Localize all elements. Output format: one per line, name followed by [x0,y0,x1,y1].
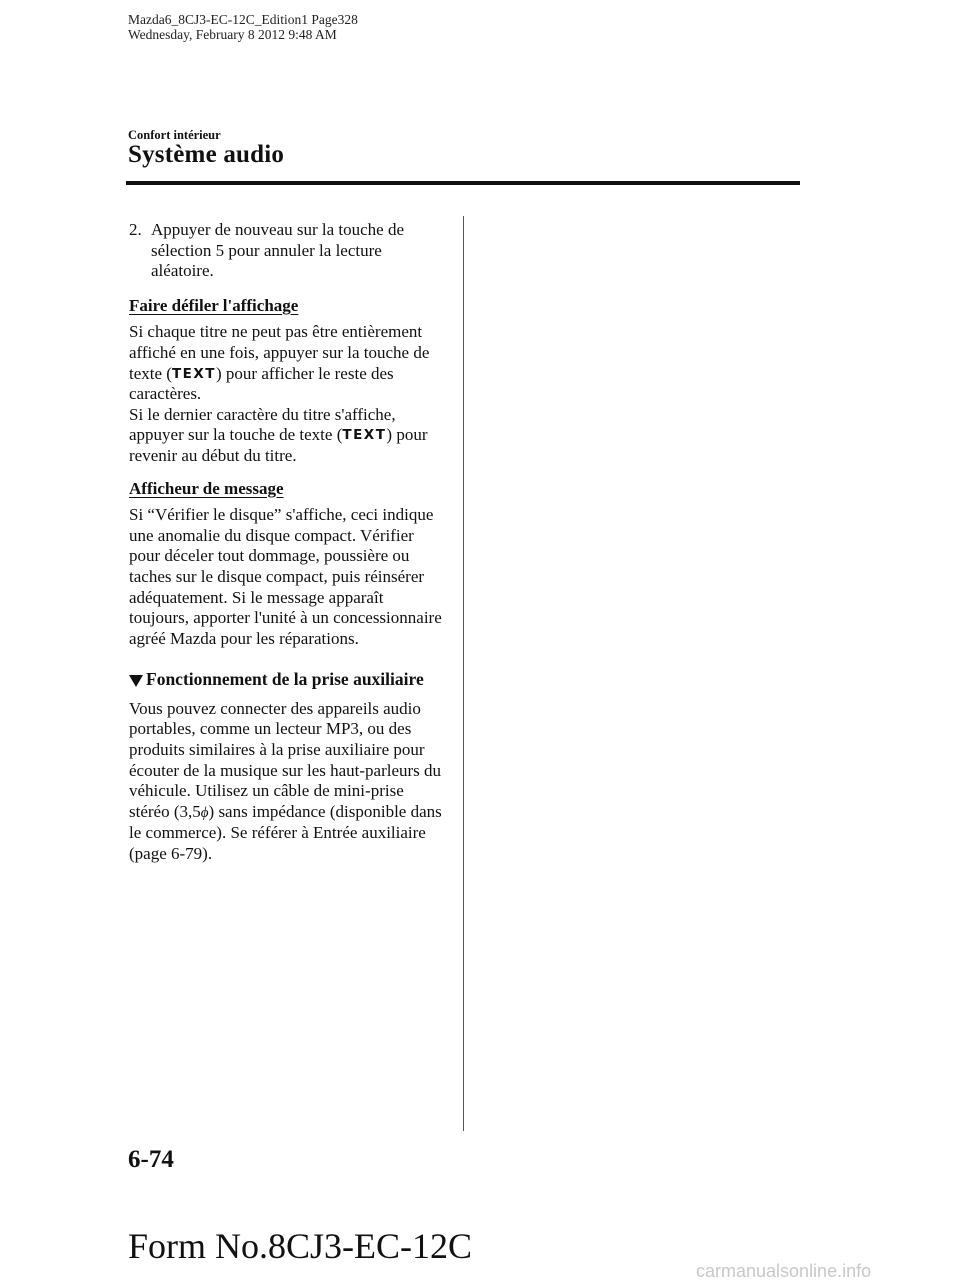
scroll-display-heading: Faire défiler l'affichage [129,295,299,315]
text-key-icon: TEXT [171,365,217,382]
column-divider [463,216,464,1131]
page-title: Système audio [128,141,285,168]
scroll-text-2a: Si le dernier caractère du titre s'affiche, appuyer sur la touche de texte ( [129,404,396,445]
triangle-bullet-icon [129,675,143,687]
aux-paragraph [129,699,447,865]
print-header [128,12,358,42]
aux-heading-text: Fonctionnement de la prise auxiliaire [146,669,424,690]
phi-symbol: ϕ [200,804,209,821]
scroll-paragraph-1 [129,322,447,404]
message-paragraph: Si “Vérifier le disque” s'affiche, ceci indique une anomalie du disque compact. Vérifier pour déceler tout dommage, poussière ou taches sur le disque compact, puis réinsérer adéquatement. Si le message apparaît toujours, apporter l'unité à un concessionnaire agréé Mazda pour les réparations. [129,505,442,648]
aux-section-heading [129,669,447,690]
step-number: 2. [129,220,142,239]
print-header-date: Wednesday, February 8 2012 9:48 AM [128,27,337,42]
form-number: Form No.8CJ3-EC-12C [128,1226,473,1266]
scroll-paragraph-2 [129,405,447,467]
section-label: Confort intérieur [128,128,221,142]
aux-text-b: ) sans impédance (disponible dans le commerce). Se référer à Entrée auxiliaire (page 6-79). [129,801,442,864]
aux-text-a: Vous pouvez connecter des appareils audio portables, comme un lecteur MP3, ou des produits similaires à la prise auxiliaire pour écouter de la musique sur les haut-parleurs du véhicule. Utilisez un câble de mini-prise stéréo (3,5 [129,698,442,821]
title-rule [126,181,800,185]
scroll-text-1b: ) pour afficher le reste des caractères. [129,363,394,404]
scroll-text-2b: ) pour revenir au début du titre. [129,425,428,465]
scroll-text-1a: Si chaque titre ne peut pas être entièrement affiché en une fois, appuyer sur la touche de texte ( [129,322,430,383]
print-header-file: Mazda6_8CJ3-EC-12C_Edition1 Page328 [128,12,358,27]
step-2 [129,220,447,282]
left-column [129,220,447,865]
message-display-heading: Afficheur de message [129,478,284,498]
text-key-icon: TEXT [342,427,387,444]
page-number: 6-74 [128,1146,174,1173]
step-text: Appuyer de nouveau sur la touche de sélection 5 pour annuler la lecture aléatoire. [151,220,405,281]
watermark: carmanualsonline.info [696,1261,872,1281]
